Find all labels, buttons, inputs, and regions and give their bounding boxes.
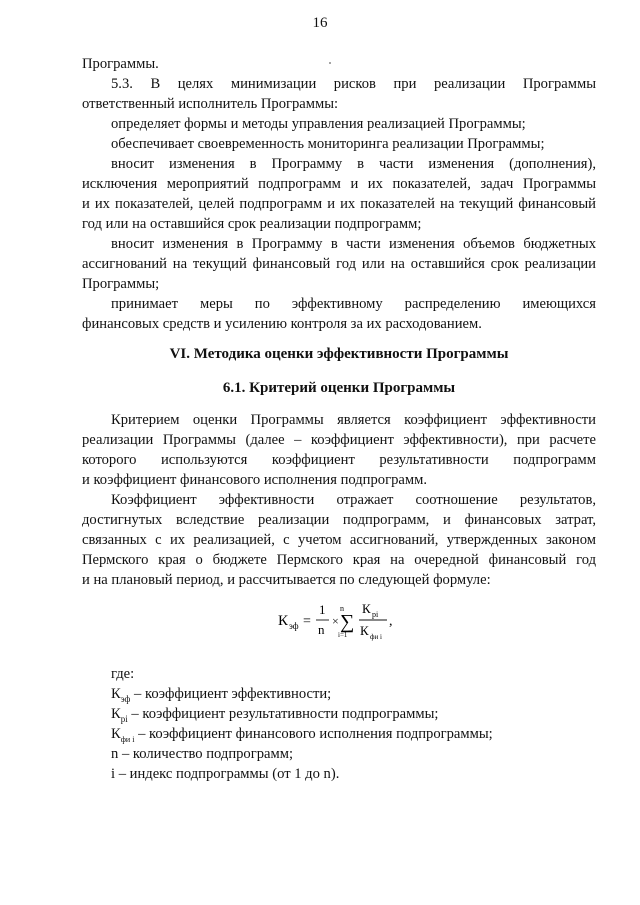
definition-symbol: К: [111, 726, 121, 742]
text-line: 5.3. В целях минимизации рисков при реализации Программы: [111, 76, 596, 92]
formula-times: ×: [332, 614, 339, 628]
definition-text: – коэффициент финансового исполнения подпрограммы;: [134, 726, 493, 742]
text-line: достигнутых вследствие реализации подпрограмм, и финансовых затрат,: [82, 512, 596, 528]
subsection-title: 6.1. Критерий оценки Программы: [222, 380, 456, 396]
formula-one: 1: [319, 602, 326, 617]
formula-denominator: К: [360, 623, 369, 638]
efficiency-formula: [276, 596, 436, 650]
text-line: и коэффициент финансового исполнения подпрограмм.: [82, 472, 427, 488]
text-line: и на плановый период, и рассчитывается по следующей формуле:: [82, 572, 491, 588]
text-line: реализации Программы (далее – коэффициент эффективности), при расчете: [82, 432, 596, 448]
text-line: финансовых средств и усилению контроля за их расходованием.: [82, 316, 482, 332]
text-line: год или на оставшийся срок реализации подпрограмм;: [82, 216, 422, 232]
page-number: 16: [312, 15, 328, 31]
text-line: которого используются коэффициент результативности подпрограмм: [82, 452, 596, 468]
formula-equals: =: [303, 614, 311, 629]
text-line: ответственный исполнитель Программы:: [82, 96, 339, 112]
definition-text: – коэффициент эффективности;: [130, 686, 332, 702]
text-line: связанных с их реализацией, с учетом ассигнований, утвержденных законом: [82, 532, 596, 548]
definition-symbol: i: [111, 766, 116, 782]
formula-lhs-subscript: эф: [289, 621, 299, 631]
formula-comma: ,: [389, 614, 393, 629]
definition-text: – коэффициент результативности подпрограммы;: [127, 706, 439, 722]
text-line: определяет формы и методы управления реализацией Программы;: [111, 116, 526, 132]
text-line: принимает меры по эффективному распределению имеющихся: [111, 296, 596, 312]
definition-symbol: К: [111, 686, 121, 702]
text-line: обеспечивает своевременность мониторинга реализации Программы;: [111, 136, 545, 152]
formula-sum-upper: n: [340, 604, 344, 613]
text-line: Коэффициент эффективности отражает соотношение результатов,: [111, 492, 596, 508]
formula-numerator-subscript: рi: [372, 610, 379, 619]
text-line: ассигнований на текущий финансовый год или на оставшийся срок реализации: [82, 256, 596, 272]
formula-n: n: [318, 622, 325, 637]
text-line: и их показателей, целей подпрограмм и их показателей на текущий финансовый: [82, 196, 596, 212]
definition-subscript: фи i: [120, 734, 135, 744]
formula-numerator: К: [362, 601, 371, 616]
text-line: Программы;: [82, 276, 160, 292]
text-line: вносит изменения в Программу в части изменения (дополнения),: [111, 156, 596, 172]
definition-symbol: К: [111, 706, 121, 722]
text-line: Программы.: [82, 56, 159, 72]
where-label: где:: [111, 666, 135, 682]
definition-text: – количество подпрограмм;: [118, 746, 294, 762]
text-line: исключения мероприятий подпрограмм и их показателей, задач Программы: [82, 176, 596, 192]
formula-sigma: ∑: [340, 611, 355, 633]
definition-text: – индекс подпрограммы (от 1 до n).: [115, 766, 340, 782]
formula-sum-lower: i=1: [338, 631, 348, 639]
definition-item: [111, 764, 596, 784]
formula-denominator-subscript: фи i: [370, 633, 382, 641]
section-title: VI. Методика оценки эффективности Программы: [169, 346, 509, 362]
definition-item: [111, 744, 596, 764]
formula-lhs: К: [278, 613, 289, 629]
text-line: Пермского края о бюджете Пермского края на очередной финансовый год: [82, 552, 596, 568]
definition-subscript: рi: [120, 713, 128, 724]
definition-subscript: эф: [120, 693, 131, 704]
definition-symbol: n: [111, 746, 119, 762]
text-line: вносит изменения в Программу в части изменения объемов бюджетных: [111, 236, 596, 252]
text-line: Критерием оценки Программы является коэффициент эффективности: [111, 412, 596, 428]
